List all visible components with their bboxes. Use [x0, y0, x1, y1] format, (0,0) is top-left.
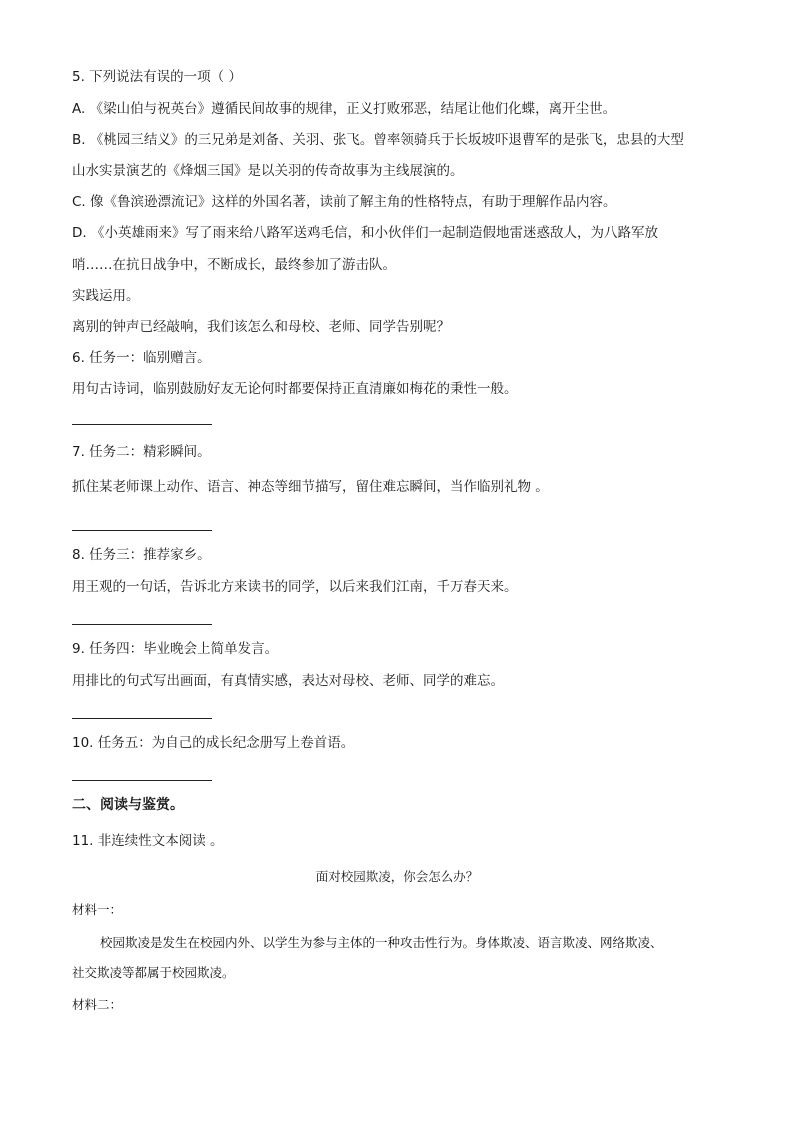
- task-8-prompt: 用王观的一句话，告诉北方来读书的同学，以后来我们江南，千万春天来。: [72, 579, 518, 595]
- passage-title: 面对校园欺凌，你会怎么办？: [315, 869, 479, 884]
- section2-heading: 二、阅读与鉴赏。: [72, 797, 184, 813]
- task-8-answer-line[interactable]: [72, 624, 212, 625]
- task-7-prompt: 抓住某老师课上动作、语言、神态等细节描写，留住难忘瞬间，当作临别礼物 。: [72, 479, 549, 495]
- task-10-label: 10. 任务五：为自己的成长纪念册写上卷首语。: [72, 735, 355, 751]
- task-9-prompt: 用排比的句式写出画面，有真情实感，表达对母校、老师、同学的难忘。: [72, 673, 504, 689]
- task-7-label: 7. 任务二：精彩瞬间。: [72, 444, 211, 460]
- q5-option-b-line2: 山水实景演艺的《烽烟三国》是以关羽的传奇故事为主线展演的。: [72, 163, 464, 179]
- task-9-label: 9. 任务四：毕业晚会上简单发言。: [72, 641, 279, 657]
- q5-stem: 5. 下列说法有误的一项（ ）: [72, 69, 242, 85]
- q5-option-b-line1: B. 《桃园三结义》的三兄弟是刘备、关羽、张飞。曾率领骑兵于长坂坡吓退曹军的是张飞，忠县的大型: [72, 132, 684, 148]
- q5-option-d-line2: 哨……在抗日战争中，不断成长，最终参加了游击队。: [72, 257, 396, 273]
- material1-line1: 校园欺凌是发生在校园内外、以学生为参与主体的一种攻击性行为。身体欺凌、语言欺凌、网络欺凌、: [100, 935, 663, 950]
- q5-option-c: C. 像《鲁滨逊漂流记》这样的外国名著，读前了解主角的性格特点，有助于理解作品内容。: [72, 194, 617, 210]
- q5-option-d-line1: D. 《小英雄雨来》写了雨来给八路军送鸡毛信，和小伙伴们一起制造假地雷迷惑敌人，为八路军放: [72, 225, 658, 241]
- material1-label: 材料一：: [72, 902, 123, 917]
- material2-label: 材料二：: [72, 997, 123, 1012]
- task-6-prompt: 用句古诗词，临别鼓励好友无论何时都要保持正直清廉如梅花的秉性一般。: [72, 381, 518, 397]
- q5-option-a: A. 《梁山伯与祝英台》遵循民间故事的规律，正义打败邪恶，结尾让他们化蝶，离开尘世。: [72, 101, 617, 117]
- task-8-label: 8. 任务三：推荐家乡。: [72, 547, 211, 563]
- task-7-answer-line[interactable]: [72, 530, 212, 531]
- q11-label: 11. 非连续性文本阅读 。: [72, 833, 224, 849]
- task-6-answer-line[interactable]: [72, 424, 212, 425]
- practice-intro: 离别的钟声已经敲响，我们该怎么和母校、老师、同学告别呢？: [72, 319, 450, 335]
- task-9-answer-line[interactable]: [72, 718, 212, 719]
- material1-line2: 社交欺凌等都属于校园欺凌。: [72, 965, 235, 980]
- task-6-label: 6. 任务一：临别赠言。: [72, 350, 211, 366]
- task-10-answer-line[interactable]: [72, 780, 212, 781]
- practice-title: 实践运用。: [72, 288, 140, 304]
